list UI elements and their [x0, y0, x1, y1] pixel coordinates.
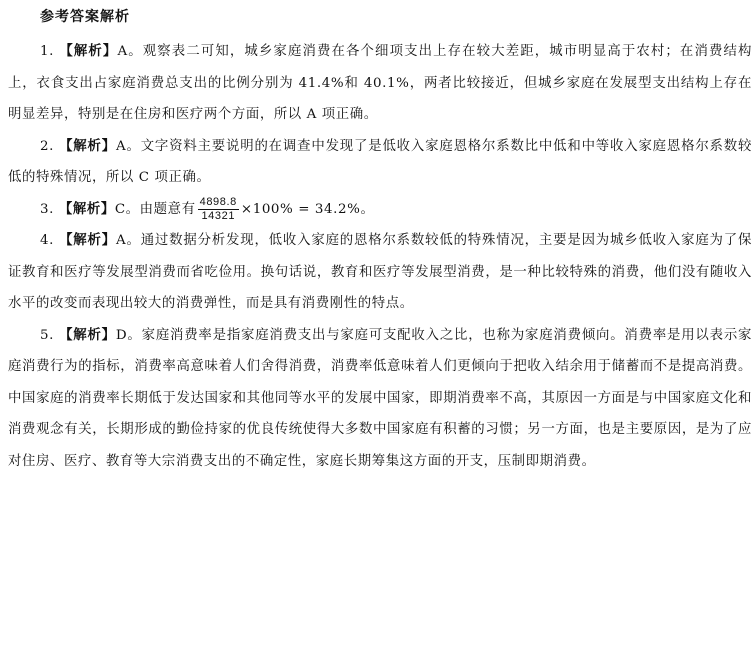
- analysis-tag: 【解析】: [59, 137, 116, 154]
- answer-3: [8, 194, 752, 226]
- answer-number: 5.: [40, 327, 54, 343]
- answer-number: 1.: [40, 44, 54, 59]
- page-title: 参考答案解析: [40, 9, 130, 25]
- answer-1: [8, 36, 752, 131]
- analysis-tag: 【解析】: [59, 232, 116, 248]
- answer-text: A。通过数据分析发现，低收入家庭的恩格尔系数较低的特殊情况，主要是因为城乡低收入家庭为了保证教育和医疗等发展型消费而省吃俭用。换句话说，教育和医疗等发展型消费，是一种比较特殊的消费，他们没有随收入水平的改变而表现出较大的消费弹性，而是具有消费刚性的特点。: [8, 233, 752, 311]
- analysis-tag: 【解析】: [59, 43, 118, 59]
- fraction-denominator: 14321: [201, 209, 236, 222]
- fraction: [198, 196, 239, 223]
- answer-number: 2.: [40, 138, 54, 154]
- analysis-tag: 【解析】: [59, 326, 116, 343]
- answer-text: D。家庭消费率是指家庭消费支出与家庭可支配收入之比，也称为家庭消费倾向。消费率是用以表示家庭消费行为的指标，消费率高意味着人们舍得消费，消费率低意味着人们更倾向于把收入结余用于储蓄而不是提高消费。中国家庭的消费率长期低于发达国家和其他同等水平的发展中国家，即期消费率不高，其原因一方面是与中国家庭文化和消费观念有关，长期形成的勤俭持家的优良传统使得大多数中国家庭有积蓄的习惯；另一方面，也是主要原因，是为了应对住房、医疗、教育等大宗消费支出的不确定性，家庭长期筹集这方面的开支，压制即期消费。: [8, 327, 753, 469]
- answer-2: [8, 131, 752, 194]
- answer-number: 3.: [40, 201, 54, 217]
- answer-text: A。文字资料主要说明的在调查中发现了是低收入家庭恩格尔系数比中低和中等收入家庭恩格尔系数较低的特殊情况，所以 C 项正确。: [8, 138, 752, 185]
- answer-text-prefix: C。由题意有: [114, 201, 196, 217]
- answer-text: A。观察表二可知，城乡家庭消费在各个细项支出上存在较大差距，城市明显高于农村；在消费结构上，衣食支出占家庭消费总支出的比例分别为 41.4%和 40.1%，两者比较接近，但城乡家庭在发展型支出结构上存在明显差异，特别是在住房和医疗两个方面，所以 A 项正确。: [8, 44, 752, 122]
- answer-text-suffix: ×100% = 34.2%。: [240, 201, 375, 217]
- answer-4: [8, 225, 752, 320]
- answer-number: 4.: [40, 233, 54, 248]
- answer-5: [8, 320, 752, 478]
- analysis-tag: 【解析】: [58, 200, 115, 217]
- fraction-numerator: 4898.8: [199, 195, 237, 208]
